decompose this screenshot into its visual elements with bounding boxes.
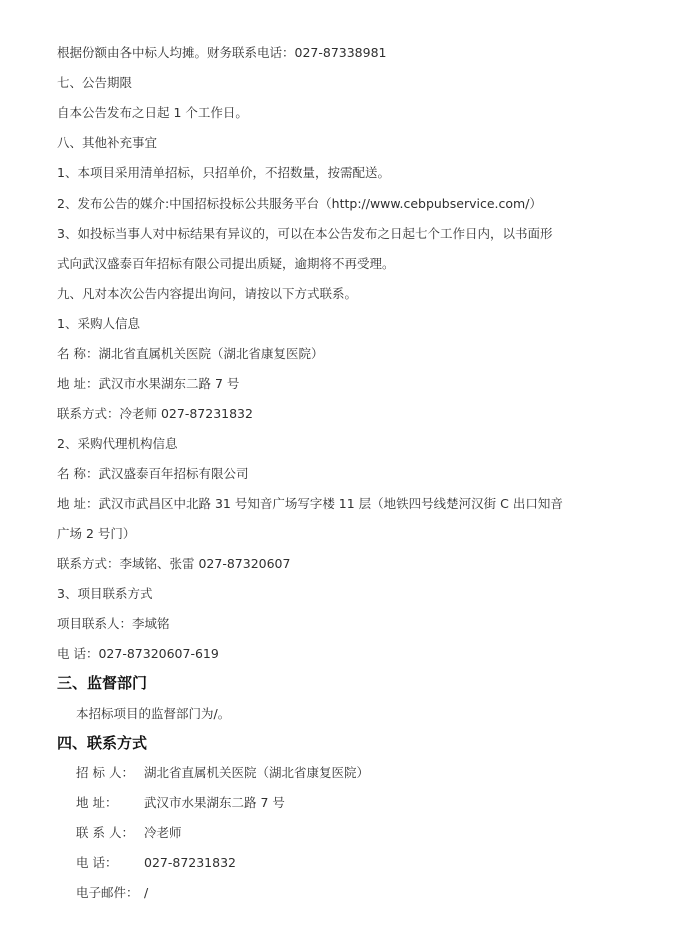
section-text: 本招标项目的监督部门为/。 <box>76 706 231 721</box>
contact-value: / <box>144 885 149 900</box>
contact-label: 电 话： <box>76 855 118 870</box>
section-heading: 三、监督部门 <box>57 674 148 692</box>
contact-label: 地 址： <box>76 795 118 810</box>
contact-label: 招 标 人： <box>76 765 134 780</box>
text-line: 联系方式：李域铭、张雷 027-87320607 <box>57 556 291 571</box>
contact-value: 武汉市水果湖东二路 7 号 <box>144 795 285 810</box>
text-line: 名 称：武汉盛泰百年招标有限公司 <box>57 466 249 481</box>
text-line: 电 话：027-87320607-619 <box>57 646 219 661</box>
text-line: 1、本项目采用清单招标，只招单价，不招数量，按需配送。 <box>57 165 390 180</box>
text-line: 3、如投标当事人对中标结果有异议的，可以在本公告发布之日起七个工作日内，以书面形 <box>57 226 553 241</box>
contact-label: 联 系 人： <box>76 825 134 840</box>
contact-row <box>76 855 236 871</box>
section-heading: 四、联系方式 <box>57 734 148 752</box>
text-line: 3、项目联系方式 <box>57 586 153 601</box>
text-line: 名 称：湖北省直属机关医院（湖北省康复医院） <box>57 346 324 361</box>
text-line: 七、公告期限 <box>57 75 133 90</box>
contact-value: 湖北省直属机关医院（湖北省康复医院） <box>144 765 370 780</box>
text-line: 自本公告发布之日起 1 个工作日。 <box>57 105 248 120</box>
contact-label: 电子邮件： <box>76 885 139 900</box>
text-line: 广场 2 号门） <box>57 526 136 541</box>
text-line: 联系方式：冷老师 027-87231832 <box>57 406 253 421</box>
contact-row <box>76 825 182 841</box>
text-line: 2、发布公告的媒介:中国招标投标公共服务平台（http://www.cebpubservice.com/） <box>57 196 542 211</box>
contact-row <box>76 765 369 781</box>
text-line: 九、凡对本次公告内容提出询问，请按以下方式联系。 <box>57 286 358 301</box>
text-line: 1、采购人信息 <box>57 316 140 331</box>
text-line: 根据份额由各中标人均摊。财务联系电话：027-87338981 <box>57 45 387 60</box>
contact-value: 冷老师 <box>144 825 182 840</box>
contact-value: 027-87231832 <box>144 855 236 870</box>
text-line: 2、采购代理机构信息 <box>57 436 178 451</box>
contact-row <box>76 795 285 811</box>
text-line: 项目联系人：李域铭 <box>57 616 170 631</box>
contact-row <box>76 885 148 901</box>
text-line: 地 址：武汉市武昌区中北路 31 号知音广场写字楼 11 层（地铁四号线楚河汉街 C 出口知音 <box>57 496 563 511</box>
text-line: 地 址：武汉市水果湖东二路 7 号 <box>57 376 240 391</box>
text-line: 八、其他补充事宜 <box>57 135 158 150</box>
text-line: 式向武汉盛泰百年招标有限公司提出质疑，逾期将不再受理。 <box>57 256 395 271</box>
